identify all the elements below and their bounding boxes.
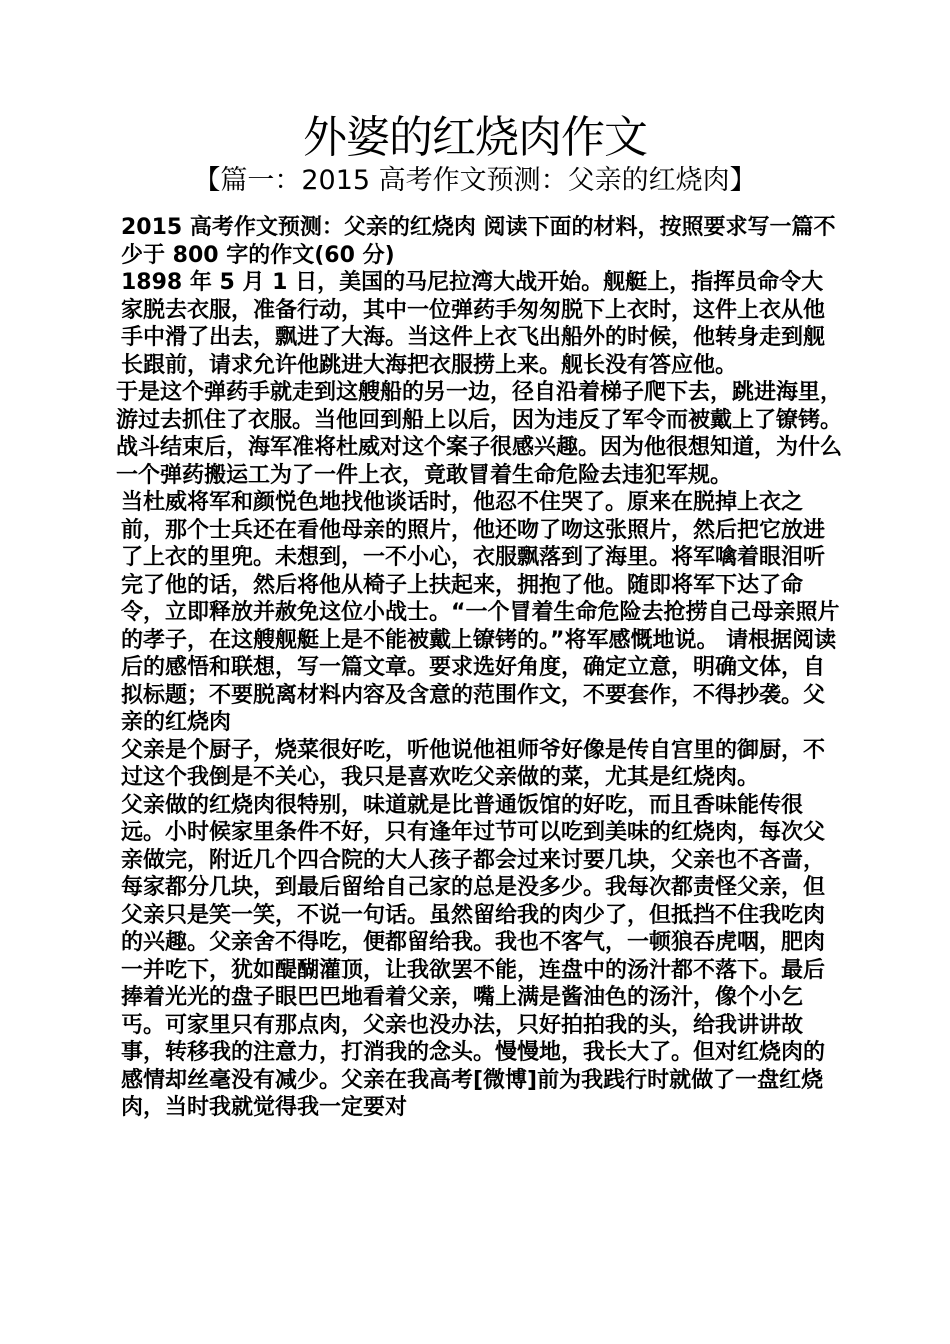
document-body bbox=[116, 214, 844, 1122]
paragraph-father-cook: 父亲是个厨子，烧菜很好吃，听他说他祖师爷好像是传自宫里的御厨，不过这个我倒是不关心，我只是喜欢吃父亲做的菜，尤其是红烧肉。 bbox=[121, 737, 826, 790]
document-subtitle: 【篇一：2015 高考作文预测：父亲的红烧肉】 bbox=[193, 165, 757, 196]
paragraph-dewey-talk: 当杜威将军和颜悦色地找他谈话时，他忍不住哭了。原来在脱掉上衣之前，那个士兵还在看他母亲的照片，他还吻了吻这张照片，然后把它放进了上衣的里兜。未想到，一不小心，衣服飘落到了海里。将军噙着眼泪听完了他的话，然后将他从椅子上扶起来，拥抱了他。随即将军下达了命令，立即释放并赦免这位小战士。“一个冒着生命危险去抢捞自己母亲照片的孝子，在这艘舰艇上是不能被戴上镣铐的。”将军感慨地说。 请根据阅读后的感悟和联想，写一篇文章。要求选好角度，确定立意，明确文体，自拟标题；不要脱离材料内容及含意的范围作文，不要套作，不得抄袭。父亲的红烧肉 bbox=[121, 490, 840, 735]
document-title: 外婆的红烧肉作文 bbox=[303, 112, 647, 163]
paragraph-battle: 1898 年 5 月 1 日，美国的马尼拉湾大战开始。舰艇上，指挥员命令大家脱去衣服，准备行动，其中一位弹药手匆匆脱下上衣时，这件上衣从他手中滑了出去，飘进了大海。当这件上衣飞出船外的时候，他转身走到舰长跟前，请求允许他跳进大海把衣服捞上来。舰长没有答应他。 bbox=[121, 270, 826, 378]
paragraph-sailor-jump: 于是这个弹药手就走到这艘船的另一边，径自沿着梯子爬下去，跳进海里，游过去抓住了衣服。当他回到船上以后，因为违反了军令而被戴上了镣铐。 战斗结束后，海军准将杜威对这个案子很感兴趣。因为他很想知道，为什么一个弹药搬运工为了一件上衣，竟敢冒着生命危险去违犯军规。 bbox=[116, 380, 843, 488]
paragraph-braised-pork: 父亲做的红烧肉很特别，味道就是比普通饭馆的好吃，而且香味能传很远。小时候家里条件不好，只有逢年过节可以吃到美味的红烧肉，每次父亲做完，附近几个四合院的大人孩子都会过来讨要几块，父亲也不吝啬，每家都分几块，到最后留给自己家的总是没多少。我每次都责怪父亲，但父亲只是笑一笑，不说一句话。虽然留给我的肉少了，但抵挡不住我吃肉的兴趣。父亲舍不得吃，便都留给我。我也不客气，一顿狼吞虎咽，肥肉一并吃下，犹如醍醐灌顶，让我欲罢不能，连盘中的汤汁都不落下。最后捧着光光的盘子眼巴巴地看着父亲，嘴上满是酱油色的汤汁，像个小乞丐。可家里只有那点肉，父亲也没办法，只好拍拍我的头，给我讲讲故事，转移我的注意力，打消我的念头。慢慢地，我长大了。但对红烧肉的感情却丝毫没有减少。父亲在我高考[微博]前为我践行时就做了一盘红烧肉，当时我就觉得我一定要对 bbox=[121, 792, 826, 1120]
paragraph-prompt: 2015 高考作文预测：父亲的红烧肉 阅读下面的材料，按照要求写一篇不少于 800 字的作文(60 分) bbox=[121, 215, 836, 268]
